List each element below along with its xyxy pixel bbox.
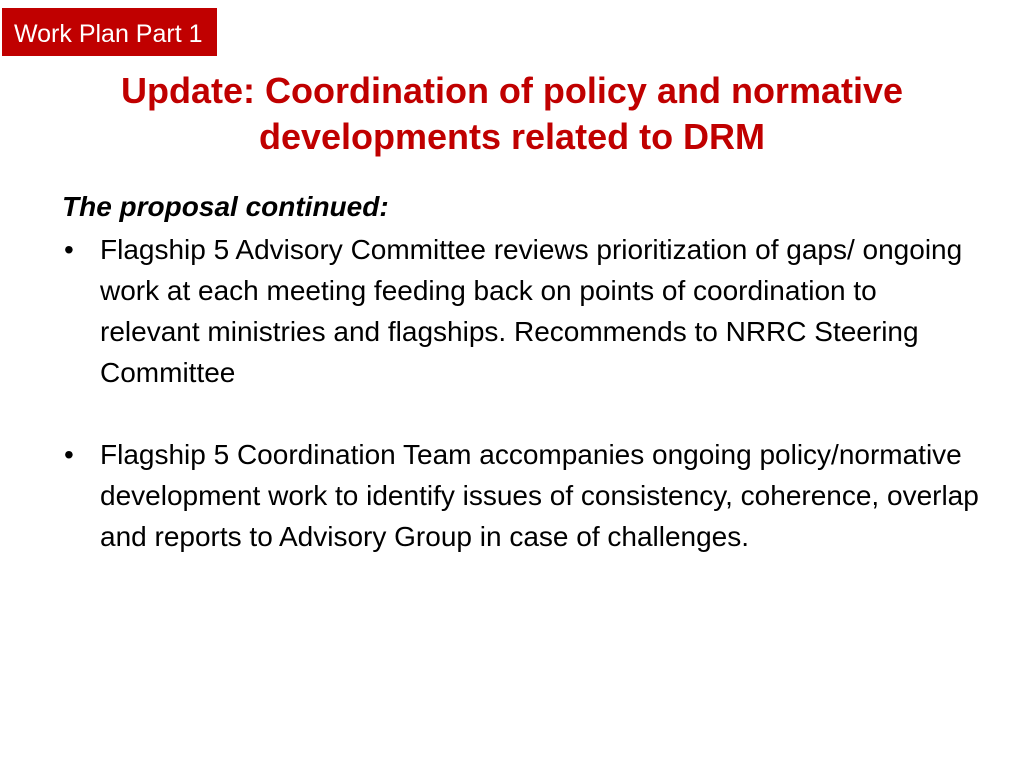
bullet-dot-icon: • (64, 439, 74, 470)
bullet-list (62, 229, 982, 557)
bullet-item (62, 229, 982, 393)
section-tag-label: Work Plan Part 1 (14, 20, 203, 48)
bullet-text: Flagship 5 Advisory Committee reviews prioritization of gaps/ ongoing work at each meeting feeding back on points of coordination to relevant ministries and flagships. Recommends to NRRC Steering Committee (100, 234, 963, 388)
bullet-item (62, 434, 982, 557)
slide-body (62, 186, 982, 557)
section-tag (0, 6, 219, 58)
slide-title-line-2: developments related to DRM (258, 116, 766, 157)
slide-title (40, 68, 984, 160)
subheading: The proposal continued: (62, 191, 389, 222)
slide-title-line-1: Update: Coordination of policy and normative (120, 70, 904, 111)
bullet-text: Flagship 5 Coordination Team accompanies ongoing policy/normative development work to identify issues of consistency, coherence, overlap and reports to Advisory Group in case of challenges. (100, 439, 979, 552)
bullet-dot-icon: • (64, 234, 74, 265)
